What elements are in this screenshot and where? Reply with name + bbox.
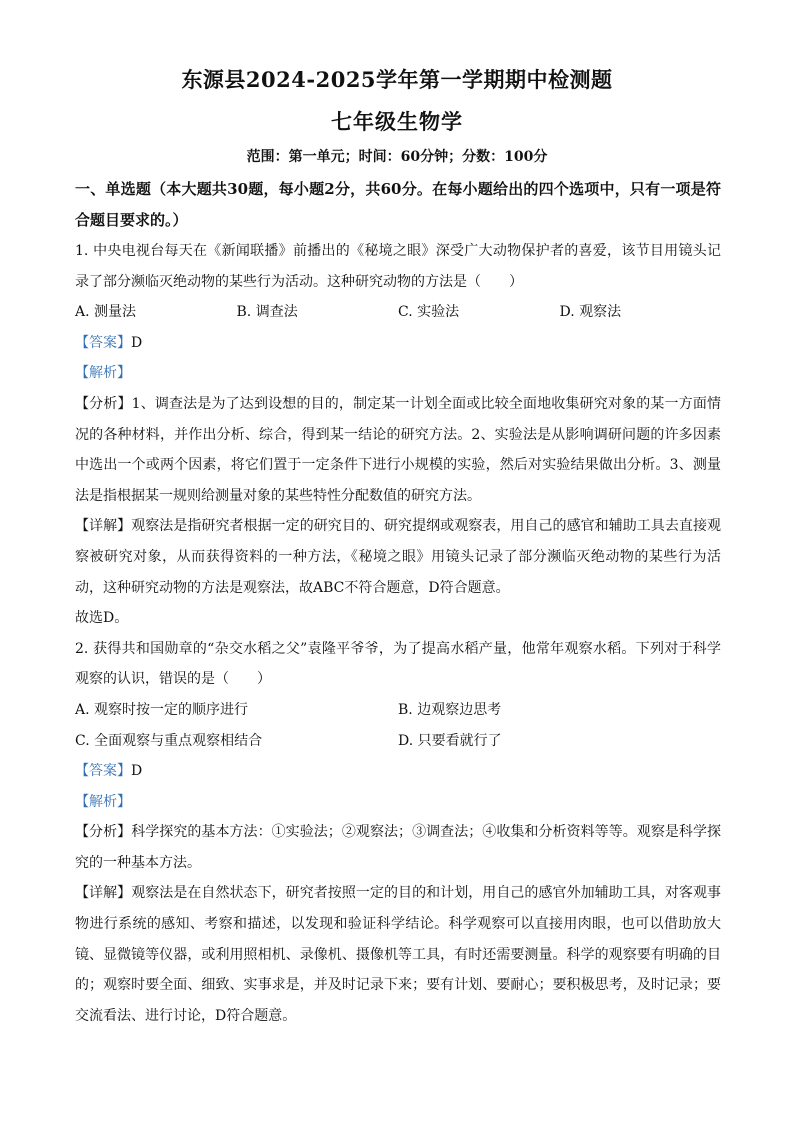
q1-detail — [75, 511, 721, 603]
q2-detail — [75, 878, 721, 1031]
q2-analysis-tag: 【解析】 — [75, 793, 131, 810]
q1-detail-text: 观察法是指研究者根据一定的研究目的、研究提纲或观察表，用自己的感官和辅助工具去直接观察被研究对象，从而获得资料的一种方法，《秘境之眼》用镜头记录了部分濒临灭绝动物的某些行为活动，这种研究动物的方法是观察法，故ABC不符合题意，D符合题意。 — [75, 518, 722, 596]
exam-subtitle: 七年级生物学 — [331, 109, 463, 134]
q2-option-d: D. 只要看就行了 — [398, 732, 502, 749]
q1-option-a: A. 测量法 — [75, 304, 137, 321]
q1-answer-tag: 【答案】 — [75, 334, 131, 351]
exam-meta: 范围：第一单元；时间：60分钟；分数：100分 — [246, 149, 548, 165]
q1-stem: 1. 中央电视台每天在《新闻联播》前播出的《秘境之眼》深受广大动物保护者的喜爱，该节目用镜头记录了部分濒临灭绝动物的某些行为活动。这种研究动物的方法是（ ） — [75, 243, 721, 290]
q1-option-b: B. 调查法 — [236, 304, 298, 321]
q2-option-c: C. 全面观察与重点观察相结合 — [75, 732, 263, 749]
q2-answer-line — [75, 756, 721, 787]
q2-fenxi-tag: 【分析】 — [75, 824, 132, 841]
q2-detail-tag: 【详解】 — [75, 885, 132, 902]
q1-analysis-tag: 【解析】 — [75, 365, 131, 382]
q1-fenxi-tag: 【分析】 — [75, 395, 132, 412]
q1-options — [75, 297, 721, 328]
q2-stem: 2. 获得共和国勋章的“杂交水稻之父”袁隆平爷爷，为了提高水稻产量，他常年观察水稻。下列对于科学观察的认识，错误的是（ ） — [75, 640, 721, 688]
q2-options-row1 — [75, 695, 721, 726]
q1-option-c: C. 实验法 — [398, 304, 460, 321]
exam-content — [75, 174, 721, 1031]
q1-fenxi — [75, 389, 721, 511]
q2-detail-text: 观察法是在自然状态下，研究者按照一定的目的和计划，用自己的感官外加辅助工具，对客观事物进行系统的感知、考察和描述，以发现和验证科学结论。科学观察可以直接用肉眼，也可以借助放大镜、显微镜等仪器，或利用照相机、录像机、摄像机等工具，有时还需要测量。科学的观察要有明确的目的；观察时要全面、细致、实事求是，并及时记录下来；要有计划、要耐心；要积极思考，及时记录；要交流看法、进行讨论，D符合题意。 — [75, 885, 722, 1024]
q1-answer: D — [131, 334, 143, 351]
q1-option-d: D. 观察法 — [559, 304, 622, 321]
q1-fenxi-text: 1、调查法是为了达到设想的目的，制定某一计划全面或比较全面地收集研究对象的某一方面情况的各种材料，并作出分析、综合，得到某一结论的研究方法。2、实验法是从影响调研问题的许多因素中选出一个或两个因素，将它们置于一定条件下进行小规模的实验，然后对实验结果做出分析。3、测量法是指根据某一规则给测量对象的某些特性分配数值的研究方法。 — [75, 395, 722, 504]
q1-answer-line — [75, 328, 721, 359]
q2-option-a: A. 观察时按一定的顺序进行 — [75, 701, 249, 718]
q2-answer-tag: 【答案】 — [75, 763, 131, 780]
section-heading: 一、单选题（本大题共30题，每小题2分，共60分。在每小题给出的四个选项中，只有一项是符合题目要求的。） — [75, 180, 721, 229]
q2-option-b: B. 边观察边思考 — [398, 701, 502, 718]
q1-conclusion: 故选D。 — [75, 610, 129, 627]
q2-fenxi — [75, 817, 721, 878]
q2-options-row2 — [75, 726, 721, 757]
q2-answer: D — [131, 763, 143, 780]
q1-detail-tag: 【详解】 — [75, 518, 132, 535]
q2-fenxi-text: 科学探究的基本方法：①实验法；②观察法；③调查法；④收集和分析资料等等。观察是科学探究的一种基本方法。 — [75, 824, 722, 871]
exam-title: 东源县2024-2025学年第一学期期中检测题 — [181, 67, 613, 92]
